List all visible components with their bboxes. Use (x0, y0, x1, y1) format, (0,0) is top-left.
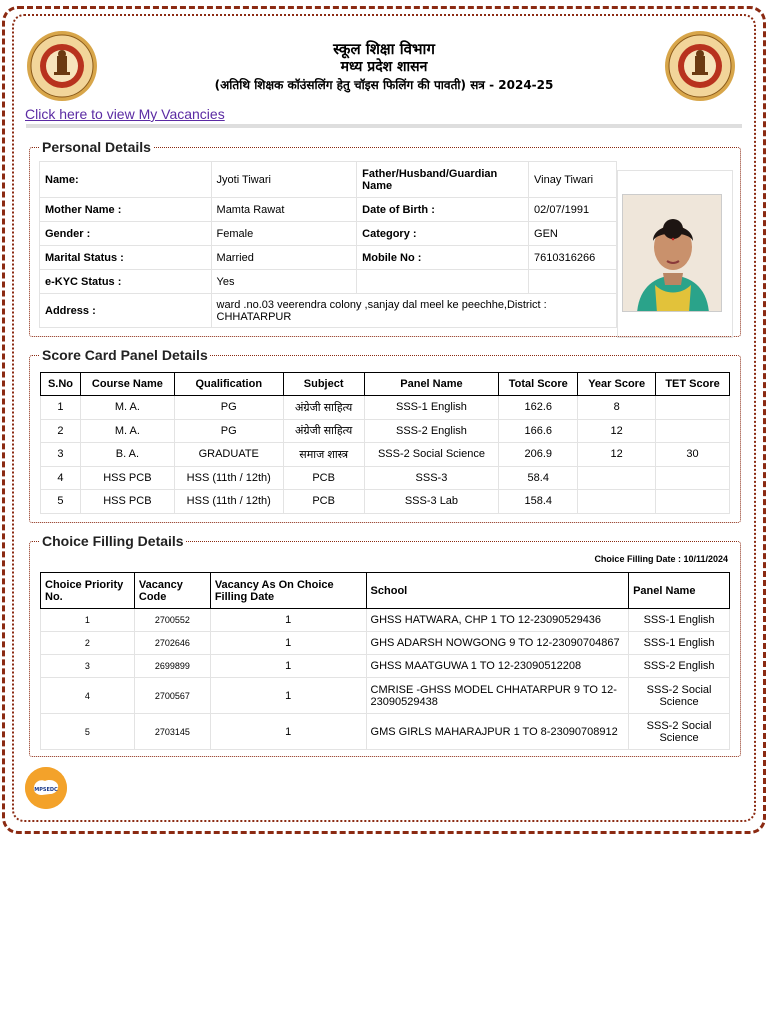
score-cell-tet (656, 466, 730, 490)
choice-row (41, 714, 730, 750)
score-cell-total: 162.6 (499, 396, 578, 420)
score-cell-subject: अंग्रेजी साहित्य (283, 396, 364, 420)
personal-details-section (29, 139, 741, 337)
score-card-table (40, 372, 730, 514)
choice-cell-panel: SSS-2 English (629, 655, 730, 678)
view-vacancies-link[interactable]: Click here to view My Vacancies (25, 106, 225, 122)
score-cell-qualification: PG (174, 396, 283, 420)
choice-cell-vacancy-count: 1 (210, 609, 366, 632)
mpsedc-logo-text: MPSEDC (34, 787, 58, 793)
choice-cell-vacancy-count: 1 (210, 678, 366, 714)
choice-cell-panel: SSS-1 English (629, 632, 730, 655)
score-cell-total: 158.4 (499, 490, 578, 514)
choice-cell-priority: 1 (41, 609, 135, 632)
score-cell-sno: 4 (41, 466, 81, 490)
score-card-body (41, 396, 730, 514)
personal-details-table (39, 161, 617, 328)
father-name-label: Father/Husband/Guardian Name (357, 162, 529, 198)
score-header-year: Year Score (578, 373, 656, 396)
choice-cell-school: GHS ADARSH NOWGONG 9 TO 12-23090704867 (366, 632, 629, 655)
score-cell-panel: SSS-1 English (364, 396, 499, 420)
score-cell-panel: SSS-2 English (364, 419, 499, 443)
score-header-sno: S.No (41, 373, 81, 396)
choice-row (41, 632, 730, 655)
score-row (41, 396, 730, 420)
score-cell-subject: समाज शास्त्र (283, 443, 364, 467)
marital-status-label: Marital Status : (40, 246, 212, 270)
mpsedc-logo-icon (25, 767, 67, 809)
choice-cell-vacancy-code: 2702646 (134, 632, 210, 655)
choice-header-vacancy-code: Vacancy Code (134, 573, 210, 609)
choice-cell-vacancy-count: 1 (210, 655, 366, 678)
acknowledgement-title: (अतिथि शिक्षक कॉउंसलिंग हेतु चॉइस फिलिंग की पावती) सत्र - 2024-25 (214, 78, 554, 92)
choice-cell-school: GMS GIRLS MAHARAJPUR 1 TO 8-23090708912 (366, 714, 629, 750)
score-card-title: Score Card Panel Details (42, 347, 208, 363)
score-cell-year: 12 (578, 443, 656, 467)
choice-row (41, 655, 730, 678)
score-cell-panel: SSS-3 (364, 466, 499, 490)
choice-row (41, 609, 730, 632)
choice-cell-panel: SSS-2 Social Science (629, 678, 730, 714)
header-divider (26, 124, 742, 128)
score-header-tet: TET Score (656, 373, 730, 396)
choice-cell-vacancy-count: 1 (210, 632, 366, 655)
score-header-subject: Subject (283, 373, 364, 396)
address-label: Address : (40, 294, 212, 328)
category-value: GEN (529, 222, 617, 246)
choice-header-panel: Panel Name (629, 573, 730, 609)
score-cell-subject: PCB (283, 490, 364, 514)
ekyc-status-value: Yes (211, 270, 357, 294)
score-header-qualification: Qualification (174, 373, 283, 396)
score-cell-tet (656, 490, 730, 514)
score-cell-total: 58.4 (499, 466, 578, 490)
ekyc-status-label: e-KYC Status : (40, 270, 212, 294)
choice-header-vacancy-date: Vacancy As On Choice Filling Date (210, 573, 366, 609)
mother-name-value: Mamta Rawat (211, 198, 357, 222)
score-cell-tet (656, 419, 730, 443)
choice-filling-section (29, 533, 741, 757)
dob-label: Date of Birth : (357, 198, 529, 222)
score-cell-sno: 1 (41, 396, 81, 420)
choice-cell-priority: 3 (41, 655, 135, 678)
choice-cell-school: GHSS HATWARA, CHP 1 TO 12-23090529436 (366, 609, 629, 632)
choice-header-school: School (366, 573, 629, 609)
score-row (41, 490, 730, 514)
choice-cell-school: CMRISE -GHSS MODEL CHHATARPUR 9 TO 12-23090529438 (366, 678, 629, 714)
score-cell-year: 12 (578, 419, 656, 443)
score-row (41, 466, 730, 490)
score-cell-course: B. A. (80, 443, 174, 467)
score-card-section (29, 347, 741, 523)
score-cell-panel: SSS-3 Lab (364, 490, 499, 514)
page-header (130, 40, 638, 94)
score-cell-course: M. A. (80, 396, 174, 420)
government-title: मध्य प्रदेश शासन (340, 59, 428, 75)
department-title: स्कूल शिक्षा विभाग (333, 40, 435, 58)
score-cell-subject: अंग्रेजी साहित्य (283, 419, 364, 443)
choice-cell-priority: 4 (41, 678, 135, 714)
gender-label: Gender : (40, 222, 212, 246)
name-value: Jyoti Tiwari (211, 162, 357, 198)
choice-cell-priority: 5 (41, 714, 135, 750)
score-cell-panel: SSS-2 Social Science (364, 443, 499, 467)
name-label: Name: (40, 162, 212, 198)
choice-filling-date: Choice Filling Date : 10/11/2024 (594, 554, 728, 564)
personal-details-title: Personal Details (42, 139, 151, 155)
score-header-course: Course Name (80, 373, 174, 396)
score-header-total: Total Score (499, 373, 578, 396)
score-cell-qualification: PG (174, 419, 283, 443)
father-name-value: Vinay Tiwari (529, 162, 617, 198)
score-cell-qualification: GRADUATE (174, 443, 283, 467)
score-row (41, 419, 730, 443)
dob-value: 02/07/1991 (529, 198, 617, 222)
applicant-photo (622, 194, 722, 312)
mother-name-label: Mother Name : (40, 198, 212, 222)
score-cell-year: 8 (578, 396, 656, 420)
choice-filling-table (40, 572, 730, 750)
score-cell-year (578, 490, 656, 514)
choice-cell-panel: SSS-1 English (629, 609, 730, 632)
score-cell-subject: PCB (283, 466, 364, 490)
mp-government-seal-right-icon (664, 30, 736, 102)
score-cell-course: M. A. (80, 419, 174, 443)
address-value: ward .no.03 veerendra colony ,sanjay dal meel ke peechhe,District : CHHATARPUR (211, 294, 616, 328)
score-cell-total: 166.6 (499, 419, 578, 443)
score-cell-year (578, 466, 656, 490)
score-cell-course: HSS PCB (80, 466, 174, 490)
marital-status-value: Married (211, 246, 357, 270)
choice-cell-vacancy-code: 2703145 (134, 714, 210, 750)
choice-row (41, 678, 730, 714)
score-cell-tet: 30 (656, 443, 730, 467)
choice-cell-priority: 2 (41, 632, 135, 655)
photo-cell (617, 170, 733, 338)
mobile-label: Mobile No : (357, 246, 529, 270)
score-header-panel: Panel Name (364, 373, 499, 396)
choice-cell-vacancy-code: 2699899 (134, 655, 210, 678)
choice-cell-school: GHSS MAATGUWA 1 TO 12-23090512208 (366, 655, 629, 678)
score-cell-qualification: HSS (11th / 12th) (174, 466, 283, 490)
score-cell-sno: 5 (41, 490, 81, 514)
gender-value: Female (211, 222, 357, 246)
choice-cell-vacancy-code: 2700567 (134, 678, 210, 714)
category-label: Category : (357, 222, 529, 246)
choice-cell-vacancy-count: 1 (210, 714, 366, 750)
choice-cell-panel: SSS-2 Social Science (629, 714, 730, 750)
mp-government-seal-left-icon (26, 30, 98, 102)
score-cell-total: 206.9 (499, 443, 578, 467)
choice-cell-vacancy-code: 2700552 (134, 609, 210, 632)
score-cell-qualification: HSS (11th / 12th) (174, 490, 283, 514)
score-cell-sno: 3 (41, 443, 81, 467)
score-cell-sno: 2 (41, 419, 81, 443)
choice-filling-title: Choice Filling Details (42, 533, 184, 549)
score-cell-course: HSS PCB (80, 490, 174, 514)
score-row (41, 443, 730, 467)
choice-filling-body (41, 609, 730, 750)
mobile-value: 7610316266 (529, 246, 617, 270)
score-cell-tet (656, 396, 730, 420)
choice-header-priority: Choice Priority No. (41, 573, 135, 609)
